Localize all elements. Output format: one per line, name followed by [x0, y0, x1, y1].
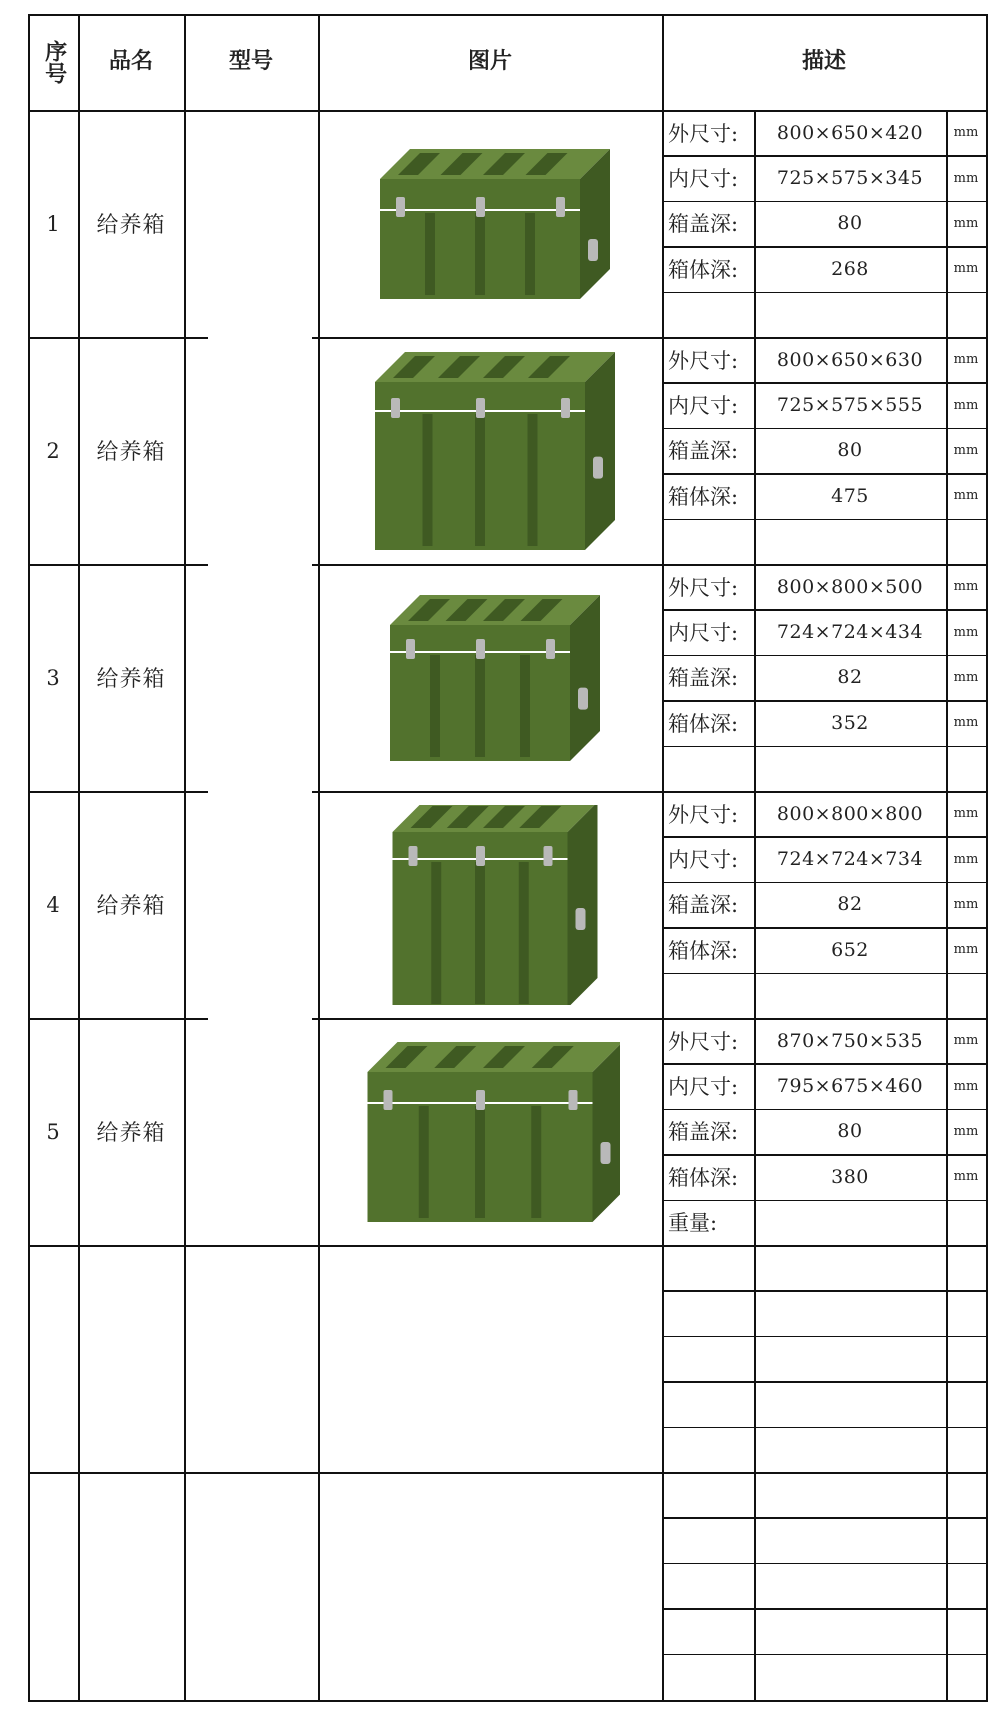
row-index: 4 [46, 892, 60, 917]
spec-unit [946, 1381, 986, 1426]
product-name: 给养箱 [96, 894, 166, 919]
spec-unit [946, 1472, 986, 1517]
spec-unit: mm [953, 669, 979, 685]
spec-value [754, 1563, 946, 1608]
product-name: 给养箱 [96, 213, 166, 238]
spec-label: 箱体深: [668, 257, 739, 282]
grid-vertical-line [318, 14, 320, 1700]
spec-value: 80 [837, 212, 863, 235]
spec-value [754, 1290, 946, 1335]
header-image: 图片 [467, 49, 512, 75]
spec-value [754, 1472, 946, 1517]
product-model [184, 564, 318, 791]
spec-value: 795×675×460 [776, 1075, 924, 1098]
product-name: 给养箱 [96, 1121, 166, 1146]
spec-unit: mm [953, 442, 979, 458]
header-name: 品名 [108, 49, 153, 75]
header-model: 型号 [228, 49, 273, 75]
spec-value: 725×575×555 [776, 394, 924, 417]
product-model [184, 337, 318, 564]
spec-unit [946, 1654, 986, 1699]
spec-unit: mm [953, 1033, 979, 1049]
row-index: 1 [46, 211, 60, 236]
spec-unit: mm [953, 896, 979, 912]
spec-label: 箱体深: [668, 484, 739, 509]
spec-value [754, 1336, 946, 1381]
spec-label: 外尺寸: [668, 348, 739, 373]
spec-unit: mm [953, 1078, 979, 1094]
spec-value: 82 [837, 893, 863, 916]
product-model [184, 1245, 318, 1472]
spec-label: 内尺寸: [668, 1075, 739, 1100]
spec-value: 82 [837, 666, 863, 689]
product-name: 给养箱 [96, 667, 166, 692]
grid-horizontal-line [312, 1018, 664, 1020]
spec-label: 箱盖深: [668, 893, 739, 918]
spec-unit: mm [953, 170, 979, 186]
product-name: 给养箱 [96, 440, 166, 465]
spec-value [754, 1200, 946, 1245]
spec-value: 652 [831, 938, 869, 961]
product-name [78, 1245, 184, 1472]
header-description: 描述 [801, 49, 846, 75]
spec-label: 箱体深: [668, 938, 739, 963]
spec-value: 80 [837, 439, 863, 462]
spec-unit [946, 1608, 986, 1653]
spec-value: 475 [831, 484, 869, 507]
spec-label [662, 1245, 754, 1290]
spec-unit: mm [953, 715, 979, 731]
spec-value: 800×650×630 [776, 348, 924, 371]
spec-value: 870×750×535 [776, 1029, 924, 1052]
spec-value: 268 [831, 257, 869, 280]
spec-value [754, 1427, 946, 1472]
grid-horizontal-line [312, 337, 664, 339]
spec-label: 箱盖深: [668, 212, 739, 237]
spec-label [662, 1290, 754, 1335]
spec-label: 箱盖深: [668, 439, 739, 464]
spec-label [662, 1336, 754, 1381]
row-index [28, 1472, 78, 1699]
spec-unit [946, 1200, 986, 1245]
spec-label [662, 1472, 754, 1517]
spec-value [754, 1654, 946, 1699]
product-model [184, 1472, 318, 1699]
spec-label: 外尺寸: [668, 802, 739, 827]
grid-horizontal-line [312, 564, 664, 566]
grid-horizontal-line [312, 791, 664, 793]
spec-value: 800×650×420 [776, 121, 924, 144]
spec-label [662, 973, 754, 1018]
spec-label: 箱盖深: [668, 1120, 739, 1145]
spec-label [662, 1654, 754, 1699]
spec-value [754, 1608, 946, 1653]
spec-label: 内尺寸: [668, 848, 739, 873]
product-model [184, 1018, 318, 1245]
spec-unit [946, 1336, 986, 1381]
spec-unit: mm [953, 352, 979, 368]
spec-label: 内尺寸: [668, 394, 739, 419]
spec-unit: mm [953, 1169, 979, 1185]
spec-label: 箱盖深: [668, 666, 739, 691]
spec-unit [946, 1427, 986, 1472]
green-military-case-icon [360, 351, 620, 551]
spec-unit: mm [953, 806, 979, 822]
spec-unit: mm [953, 488, 979, 504]
spec-value [754, 1517, 946, 1562]
row-index: 5 [46, 1119, 60, 1144]
spec-value: 352 [831, 711, 869, 734]
row-index: 2 [46, 438, 60, 463]
spec-value [754, 519, 946, 564]
spec-unit [946, 519, 986, 564]
spec-value [754, 1381, 946, 1426]
spec-value: 724×724×734 [776, 848, 924, 871]
spec-unit: mm [953, 261, 979, 277]
grid-vertical-line [986, 14, 988, 1700]
green-military-case-icon [360, 578, 620, 778]
spec-label: 箱体深: [668, 1165, 739, 1190]
spec-value [754, 292, 946, 337]
spec-unit [946, 1245, 986, 1290]
product-model [184, 791, 318, 1018]
spec-label [662, 746, 754, 791]
spec-label: 箱体深: [668, 711, 739, 736]
green-military-case-icon [360, 805, 620, 1005]
spec-label [662, 1563, 754, 1608]
spec-unit [946, 1290, 986, 1335]
header-index: 序号 [41, 40, 67, 84]
spec-unit [946, 1563, 986, 1608]
row-index: 3 [46, 665, 60, 690]
spec-label: 外尺寸: [668, 575, 739, 600]
spec-value [754, 973, 946, 1018]
spec-label [662, 292, 754, 337]
spec-unit: mm [953, 851, 979, 867]
spec-unit [946, 746, 986, 791]
spec-unit [946, 292, 986, 337]
spec-value [754, 1245, 946, 1290]
spec-value: 80 [837, 1120, 863, 1143]
grid-horizontal-line [28, 14, 986, 16]
spec-value: 800×800×800 [776, 802, 924, 825]
spec-label: 重量: [668, 1211, 718, 1236]
spec-label: 内尺寸: [668, 621, 739, 646]
spec-unit: mm [953, 397, 979, 413]
product-name [78, 1472, 184, 1699]
spec-unit [946, 973, 986, 1018]
grid-horizontal-line [28, 1700, 988, 1702]
spec-label: 外尺寸: [668, 121, 739, 146]
row-index [28, 1245, 78, 1472]
spec-label: 外尺寸: [668, 1029, 739, 1054]
spec-value: 724×724×434 [776, 621, 924, 644]
product-model [184, 110, 318, 337]
spec-unit: mm [953, 579, 979, 595]
spec-value: 725×575×345 [776, 167, 924, 190]
spec-label [662, 1381, 754, 1426]
spec-unit: mm [953, 942, 979, 958]
spec-value [754, 746, 946, 791]
spec-label: 内尺寸: [668, 167, 739, 192]
spec-label [662, 519, 754, 564]
spec-unit: mm [953, 125, 979, 141]
spec-unit [946, 1517, 986, 1562]
spec-label [662, 1608, 754, 1653]
spec-value: 380 [831, 1165, 869, 1188]
spec-unit: mm [953, 1123, 979, 1139]
green-military-case-icon [360, 1032, 620, 1232]
spec-label [662, 1427, 754, 1472]
spec-value: 800×800×500 [776, 575, 924, 598]
spec-unit: mm [953, 624, 979, 640]
spec-unit: mm [953, 215, 979, 231]
spec-label [662, 1517, 754, 1562]
green-military-case-icon [360, 124, 620, 324]
